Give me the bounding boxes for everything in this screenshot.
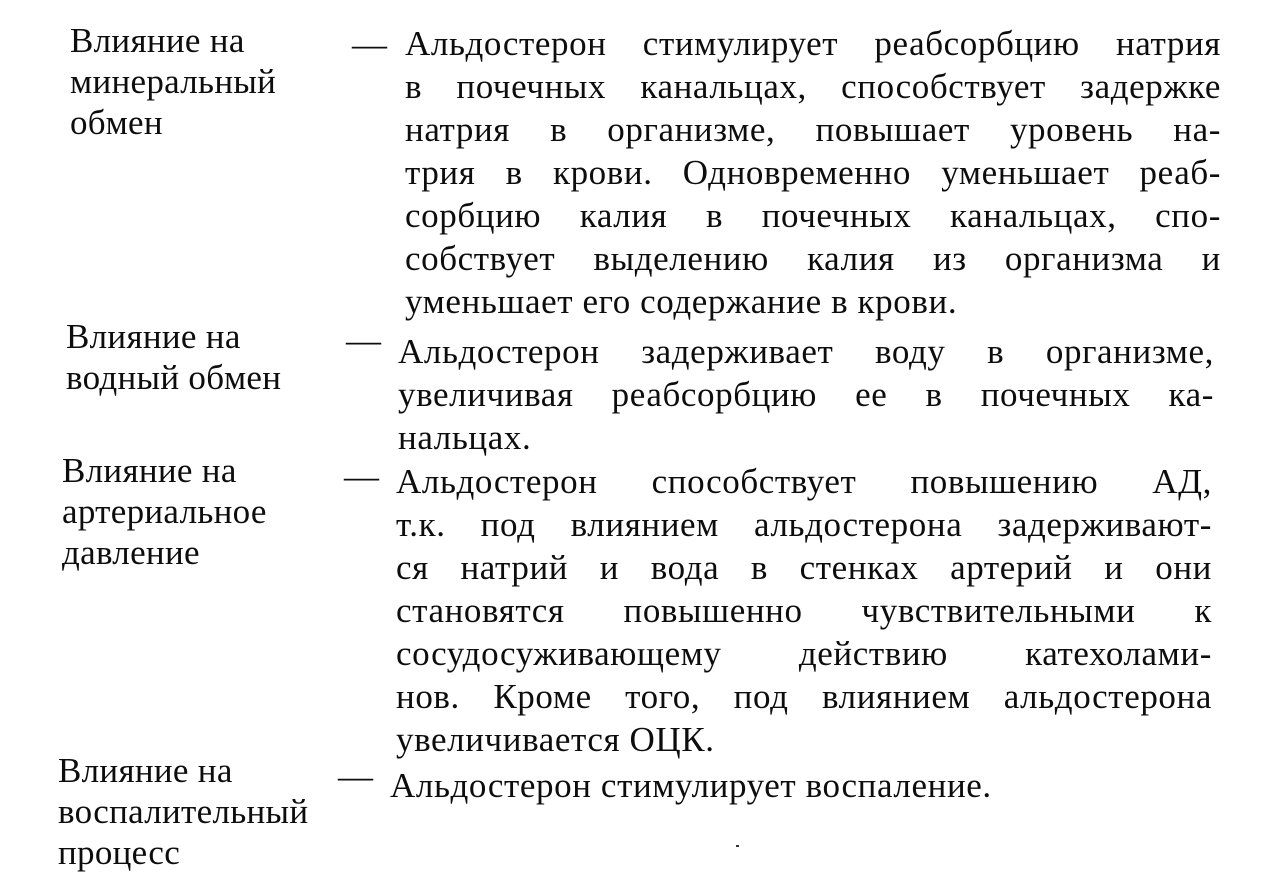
definition-line: увеличивая реабсорбцию ее в почечных ка- [398,375,1214,414]
term-line: водный обмен [66,358,282,397]
definition-line: Альдостерон стимулирует реабсорбцию натрия [405,24,1221,63]
definition-mineral-metabolism [405,22,1221,323]
definition-line: в почечных канальцах, способствует задержке [405,67,1221,106]
definition-line: Альдостерон способствует повышению АД, [396,462,1212,501]
definition-line: нальцах. [398,418,532,457]
term-inflammatory-process [58,750,308,873]
definition-line: собствует выделению калия из организма и [405,239,1221,278]
term-line: обмен [70,103,163,142]
definition-line: т.к. под влиянием альдостерона задерживают- [396,505,1212,544]
definition-water-metabolism [398,330,1214,459]
term-water-metabolism [66,316,281,398]
term-line: процесс [58,833,181,872]
term-line: воспалительный [58,792,309,831]
definition-line: нов. Кроме того, под влиянием альдостерона [396,677,1212,716]
term-arterial-pressure [62,450,267,573]
dash-separator: — [344,457,379,496]
definition-line: увеличивается ОЦК. [396,720,715,759]
definition-line: Альдостерон стимулирует воспаление. [390,766,992,805]
scan-speck [736,845,739,847]
term-line: Влияние на [62,451,237,490]
term-line: Влияние на [70,21,245,60]
definition-inflammatory-process [390,764,1206,807]
definition-line: натрия в организме, повышает уровень на- [405,110,1221,149]
definition-line: сосудосуживающему действию катехолами- [396,634,1212,673]
definition-line: становятся повышенно чувствительными к [396,591,1212,630]
dash-separator: — [338,757,373,796]
definition-line: трия в крови. Одновременно уменьшает реаб- [405,153,1221,192]
term-line: давление [62,533,200,572]
definition-line: сорбцию калия в почечных канальцах, спо- [405,196,1221,235]
term-mineral-metabolism [70,20,276,143]
term-line: Влияние на [58,751,233,790]
dash-separator: — [346,321,381,360]
definition-arterial-pressure [396,460,1212,761]
term-line: Влияние на [66,317,241,356]
definition-line: уменьшает его содержание в крови. [405,282,958,321]
definition-line: Альдостерон задерживает воду в организме, [398,332,1214,371]
term-line: минеральный [70,62,277,101]
dash-separator: — [352,25,387,64]
term-line: артериальное [62,492,267,531]
definition-line: ся натрий и вода в стенках артерий и они [396,548,1212,587]
